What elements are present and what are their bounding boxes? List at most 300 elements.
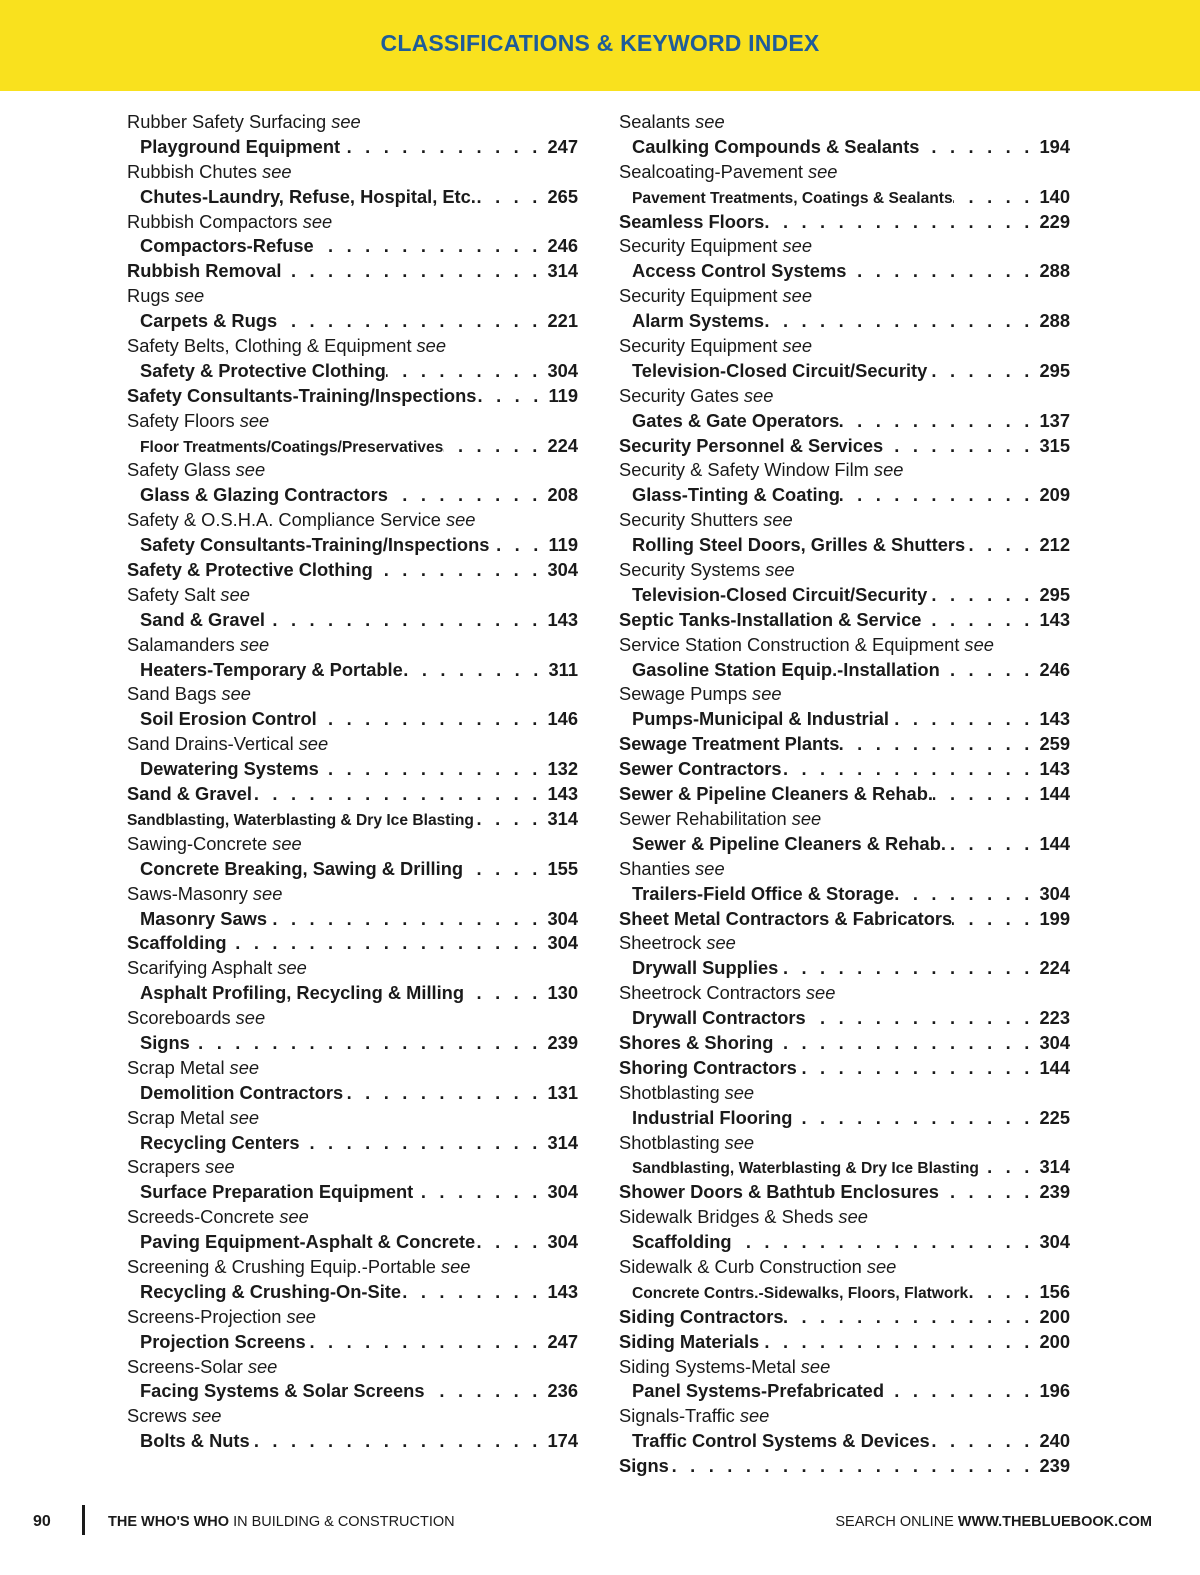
see-entry <box>127 1205 578 1230</box>
index-column-right <box>619 110 1070 1479</box>
see-entry <box>619 1355 1070 1380</box>
see-label: see <box>739 1405 770 1427</box>
classification-entry <box>619 210 1070 235</box>
see-label: see <box>220 583 250 605</box>
classification-entry <box>127 782 578 807</box>
classification-name: Signs <box>619 1455 669 1477</box>
keyword-text: Sawing-Concrete <box>127 832 268 854</box>
classification-reference <box>619 135 1070 160</box>
see-entry <box>127 956 578 981</box>
dot-leader <box>946 832 1040 857</box>
page-reference: 174 <box>547 1430 578 1452</box>
keyword-text: Sand Bags <box>127 683 217 705</box>
header-banner <box>0 0 1200 91</box>
see-label: see <box>706 932 736 954</box>
classification-name: Surface Preparation Equipment <box>140 1181 414 1203</box>
dot-leader <box>340 135 547 160</box>
classification-name: Heaters-Temporary & Portable <box>140 658 403 680</box>
publication-name <box>108 1514 455 1530</box>
classification-reference <box>619 1106 1070 1131</box>
dot-leader <box>965 533 1039 558</box>
see-entry <box>619 558 1070 583</box>
page-reference: 200 <box>1039 1330 1070 1352</box>
classification-name: Concrete Breaking, Sawing & Drilling <box>140 857 464 879</box>
see-entry <box>127 160 578 185</box>
keyword-text: Screens-Projection <box>127 1305 282 1327</box>
see-entry <box>127 1106 578 1131</box>
classification-name: Bolts & Nuts <box>140 1430 250 1452</box>
see-entry <box>127 1255 578 1280</box>
classification-name: Drywall Supplies <box>632 957 779 979</box>
classification-name: Sand & Gravel <box>127 783 252 805</box>
classification-name: Scaffolding <box>127 932 227 954</box>
classification-name: Masonry Saws <box>140 907 268 929</box>
publication-name-bold: THE WHO'S WHO <box>108 1514 230 1530</box>
keyword-text: Security Shutters <box>619 509 759 531</box>
page-number: 90 <box>33 1513 51 1530</box>
classification-name: Caulking Compounds & Sealants <box>632 135 920 157</box>
dot-leader <box>840 483 1040 508</box>
classification-reference <box>619 1006 1070 1031</box>
see-entry <box>619 1205 1070 1230</box>
classification-reference <box>619 956 1070 981</box>
classification-name: Chutes-Laundry, Refuse, Hospital, Etc. <box>140 185 476 207</box>
dot-leader <box>474 807 548 832</box>
page-reference: 259 <box>1039 733 1070 755</box>
dot-leader <box>933 782 1040 807</box>
page-reference: 295 <box>1039 359 1070 381</box>
classification-name: Asphalt Profiling, Recycling & Milling <box>140 982 465 1004</box>
classification-name: Pavement Treatments, Coatings & Sealants <box>632 189 953 207</box>
classification-entry <box>619 1330 1070 1355</box>
dot-leader <box>403 658 549 683</box>
see-label: see <box>229 1056 260 1078</box>
see-entry <box>127 508 578 533</box>
classification-name: Septic Tanks-Installation & Service <box>619 608 922 630</box>
page-reference: 224 <box>1039 957 1070 979</box>
page-reference: 200 <box>1039 1305 1070 1327</box>
dot-leader <box>250 1429 548 1454</box>
classification-name: Gasoline Station Equip.-Installation <box>632 658 940 680</box>
page-reference: 288 <box>1039 310 1070 332</box>
dot-leader <box>319 757 548 782</box>
see-label: see <box>191 1405 222 1427</box>
classification-name: Trailers-Field Office & Storage <box>632 882 895 904</box>
see-label: see <box>247 1355 278 1377</box>
keyword-text: Sheetrock <box>619 932 702 954</box>
classification-reference <box>619 359 1070 384</box>
classification-reference <box>127 135 578 160</box>
page-reference: 156 <box>1039 1280 1070 1302</box>
dot-leader <box>764 309 1039 334</box>
classification-reference <box>127 533 578 558</box>
dot-leader <box>300 1131 548 1156</box>
classification-entry <box>619 1056 1070 1081</box>
keyword-text: Screeds-Concrete <box>127 1206 275 1228</box>
classification-name: Dewatering Systems <box>140 758 319 780</box>
keyword-text: Sealants <box>619 111 691 132</box>
dot-leader <box>464 981 547 1006</box>
page-reference: 304 <box>547 559 578 581</box>
footer-divider <box>82 1505 85 1535</box>
see-label: see <box>805 982 836 1004</box>
see-label: see <box>416 335 447 357</box>
classification-reference <box>127 185 578 210</box>
classification-entry <box>127 259 578 284</box>
keyword-text: Screws <box>127 1405 187 1427</box>
see-entry <box>127 1305 578 1330</box>
see-label: see <box>279 1206 309 1228</box>
see-label: see <box>800 1355 831 1377</box>
keyword-text: Sheetrock Contractors <box>619 982 801 1004</box>
keyword-text: Sidewalk & Curb Construction <box>619 1255 862 1277</box>
see-entry <box>619 807 1070 832</box>
page-reference: 144 <box>1039 1056 1070 1078</box>
classification-reference <box>619 1379 1070 1404</box>
classification-reference <box>127 234 578 259</box>
page-reference: 315 <box>1039 434 1070 456</box>
keyword-text: Signals-Traffic <box>619 1405 735 1427</box>
page-reference: 304 <box>547 1231 578 1253</box>
dot-leader <box>806 1006 1040 1031</box>
dot-leader <box>889 707 1040 732</box>
classification-entry <box>619 907 1070 932</box>
page-reference: 247 <box>547 1330 578 1352</box>
dot-leader <box>373 558 548 583</box>
keyword-text: Screening & Crushing Equip.-Portable <box>127 1255 436 1277</box>
dot-leader <box>669 1454 1040 1479</box>
see-entry <box>619 633 1070 658</box>
see-label: see <box>239 633 270 655</box>
classification-reference <box>619 533 1070 558</box>
classification-name: Scaffolding <box>632 1231 732 1253</box>
classification-name: Glass & Glazing Contractors <box>140 484 388 506</box>
page-reference: 140 <box>1039 185 1070 207</box>
page-reference: 304 <box>1039 1031 1070 1053</box>
search-url-link[interactable]: WWW.THEBLUEBOOK.COM <box>957 1514 1152 1530</box>
page-reference: 288 <box>1039 260 1070 282</box>
classification-reference <box>127 1429 578 1454</box>
dot-leader <box>463 857 547 882</box>
dot-leader <box>773 1031 1039 1056</box>
classification-reference <box>127 907 578 932</box>
see-label: see <box>331 111 361 132</box>
search-label: SEARCH ONLINE <box>835 1514 958 1530</box>
dot-leader <box>475 1230 547 1255</box>
classification-name: Signs <box>140 1031 190 1053</box>
page-reference: 265 <box>547 185 578 207</box>
classification-name: Shoring Contractors <box>619 1056 797 1078</box>
dot-leader <box>317 707 548 732</box>
dot-leader <box>413 1180 547 1205</box>
page-reference: 224 <box>547 434 578 456</box>
dot-leader <box>388 483 548 508</box>
page-reference: 143 <box>547 1280 578 1302</box>
see-entry <box>619 508 1070 533</box>
see-label: see <box>743 384 774 406</box>
keyword-text: Scrap Metal <box>127 1106 225 1128</box>
page-reference: 314 <box>547 260 578 282</box>
page-reference: 229 <box>1039 210 1070 232</box>
classification-entry <box>619 434 1070 459</box>
classification-reference <box>127 309 578 334</box>
classification-reference <box>619 483 1070 508</box>
page-reference: 131 <box>547 1081 578 1103</box>
dot-leader <box>979 1155 1040 1180</box>
classification-entry <box>127 807 578 832</box>
page-reference: 240 <box>1039 1430 1070 1452</box>
see-label: see <box>724 1081 755 1103</box>
dot-leader <box>759 1330 1039 1355</box>
classification-reference <box>127 359 578 384</box>
see-entry <box>619 110 1070 135</box>
publication-name-rest: IN BUILDING & CONSTRUCTION <box>229 1514 455 1530</box>
see-label: see <box>695 111 725 132</box>
dot-leader <box>797 1056 1040 1081</box>
classification-name: Sewage Treatment Plants <box>619 733 840 755</box>
classification-reference <box>127 434 578 459</box>
classification-reference <box>619 309 1070 334</box>
page-reference: 144 <box>1039 783 1070 805</box>
page-reference: 212 <box>1039 534 1070 556</box>
dot-leader <box>919 135 1039 160</box>
page-reference: 239 <box>547 1031 578 1053</box>
see-label: see <box>229 1106 260 1128</box>
page-reference: 119 <box>548 534 578 556</box>
page-reference: 209 <box>1039 484 1070 506</box>
see-label: see <box>205 1156 235 1178</box>
page-reference: 119 <box>548 384 578 406</box>
see-entry <box>127 832 578 857</box>
see-entry <box>127 1056 578 1081</box>
classification-name: Access Control Systems <box>632 260 847 282</box>
see-label: see <box>239 409 270 431</box>
classification-reference <box>619 658 1070 683</box>
dot-leader <box>306 1330 548 1355</box>
search-online <box>835 1514 1152 1530</box>
keyword-text: Safety Salt <box>127 583 216 605</box>
classification-name: Safety & Protective Clothing <box>127 559 373 581</box>
dot-leader <box>952 907 1039 932</box>
keyword-text: Salamanders <box>127 633 235 655</box>
see-label: see <box>695 857 725 879</box>
dot-leader <box>281 259 547 284</box>
keyword-text: Security Systems <box>619 559 761 581</box>
dot-leader <box>314 234 548 259</box>
see-entry <box>619 384 1070 409</box>
keyword-text: Service Station Construction & Equipment <box>619 633 960 655</box>
classification-name: Security Personnel & Services <box>619 434 884 456</box>
keyword-text: Security Equipment <box>619 335 778 357</box>
classification-name: Shores & Shoring <box>619 1031 774 1053</box>
page-reference: 155 <box>547 857 578 879</box>
classification-name: Facing Systems & Solar Screens <box>140 1380 425 1402</box>
see-label: see <box>440 1255 471 1277</box>
dot-leader <box>277 309 547 334</box>
classification-name: Rubbish Removal <box>127 260 282 282</box>
see-entry <box>127 882 578 907</box>
see-entry <box>127 409 578 434</box>
keyword-text: Scarifying Asphalt <box>127 957 273 979</box>
page-reference: 144 <box>1039 832 1070 854</box>
see-entry <box>127 210 578 235</box>
see-label: see <box>235 459 266 481</box>
keyword-text: Security Equipment <box>619 235 778 257</box>
keyword-text: Sand Drains-Vertical <box>127 733 294 755</box>
see-entry <box>127 1404 578 1429</box>
dot-leader <box>489 533 548 558</box>
page-reference: 143 <box>1039 758 1070 780</box>
dot-leader <box>443 434 547 459</box>
dot-leader <box>894 882 1039 907</box>
classification-name: Safety Consultants-Training/Inspections <box>127 384 477 406</box>
see-entry <box>619 458 1070 483</box>
see-label: see <box>262 160 292 182</box>
classification-name: Sewer & Pipeline Cleaners & Rehab. <box>632 832 946 854</box>
classification-reference <box>127 658 578 683</box>
page-reference: 146 <box>547 708 578 730</box>
classification-reference <box>127 857 578 882</box>
see-label: see <box>807 160 838 182</box>
page-reference: 239 <box>1039 1455 1070 1477</box>
dot-leader <box>939 1180 1040 1205</box>
classification-reference <box>619 882 1070 907</box>
page-reference: 239 <box>1039 1181 1070 1203</box>
dot-leader <box>884 1379 1039 1404</box>
classification-reference <box>619 185 1070 210</box>
see-label: see <box>174 285 205 307</box>
see-entry <box>127 458 578 483</box>
classification-reference <box>619 832 1070 857</box>
see-entry <box>619 234 1070 259</box>
page-reference: 223 <box>1039 1007 1070 1029</box>
classification-reference <box>127 757 578 782</box>
keyword-text: Shanties <box>619 857 691 879</box>
classification-name: Drywall Contractors <box>632 1007 806 1029</box>
page-reference: 304 <box>547 932 578 954</box>
dot-leader <box>953 185 1040 210</box>
page-reference: 247 <box>547 135 578 157</box>
page-reference: 304 <box>1039 882 1070 904</box>
dot-leader <box>267 907 547 932</box>
see-entry <box>127 732 578 757</box>
see-label: see <box>782 235 812 257</box>
classification-reference <box>127 1131 578 1156</box>
keyword-text: Security Gates <box>619 384 739 406</box>
see-entry <box>127 284 578 309</box>
page-reference: 295 <box>1039 583 1070 605</box>
dot-leader <box>839 732 1039 757</box>
see-entry <box>127 1355 578 1380</box>
classification-name: Glass-Tinting & Coating <box>632 484 840 506</box>
classification-name: Sewer & Pipeline Cleaners & Rehab. <box>619 783 933 805</box>
classification-name: Siding Contractors <box>619 1305 784 1327</box>
classification-name: Television-Closed Circuit/Security <box>632 583 928 605</box>
page-reference: 314 <box>1039 1156 1070 1178</box>
classification-reference <box>127 1230 578 1255</box>
page-reference: 304 <box>547 1181 578 1203</box>
dot-leader <box>927 359 1039 384</box>
see-entry <box>619 160 1070 185</box>
see-entry <box>619 1081 1070 1106</box>
keyword-text: Saws-Masonry <box>127 882 248 904</box>
see-entry <box>127 583 578 608</box>
classification-name: Sheet Metal Contractors & Fabricators <box>619 907 953 929</box>
keyword-text: Screens-Solar <box>127 1355 243 1377</box>
classification-name: Rolling Steel Doors, Grilles & Shutters <box>632 534 966 556</box>
see-entry <box>619 284 1070 309</box>
see-label: see <box>272 832 302 854</box>
see-entry <box>619 981 1070 1006</box>
keyword-text: Shotblasting <box>619 1131 720 1153</box>
classification-name: Alarm Systems <box>632 310 765 332</box>
dot-leader <box>846 259 1039 284</box>
see-entry <box>619 682 1070 707</box>
see-entry <box>619 1131 1070 1156</box>
page-title: CLASSIFICATIONS & KEYWORD INDEX <box>380 30 820 56</box>
see-entry <box>619 1404 1070 1429</box>
classification-name: Panel Systems-Prefabricated <box>632 1380 884 1402</box>
page-reference: 143 <box>547 783 578 805</box>
classification-entry <box>619 782 1070 807</box>
classification-reference <box>619 1429 1070 1454</box>
dot-leader <box>782 757 1040 782</box>
classification-name: Industrial Flooring <box>632 1106 793 1128</box>
classification-name: Concrete Contrs.-Sidewalks, Floors, Flatwork <box>632 1284 969 1302</box>
page-reference: 314 <box>547 1131 578 1153</box>
index-column-left <box>127 110 578 1454</box>
dot-leader <box>968 1280 1039 1305</box>
see-label: see <box>866 1255 897 1277</box>
classification-name: Carpets & Rugs <box>140 310 278 332</box>
keyword-text: Safety & O.S.H.A. Compliance Service <box>127 509 441 531</box>
classification-reference <box>619 259 1070 284</box>
dot-leader <box>732 1230 1040 1255</box>
classification-reference <box>619 1280 1070 1305</box>
see-label: see <box>302 210 333 232</box>
dot-leader <box>921 608 1039 633</box>
keyword-text: Rubbish Compactors <box>127 210 298 232</box>
page-reference: 246 <box>1039 658 1070 680</box>
classification-reference <box>127 608 578 633</box>
dot-leader <box>792 1106 1039 1131</box>
see-label: see <box>724 1131 755 1153</box>
keyword-text: Sidewalk Bridges & Sheds <box>619 1206 834 1228</box>
classification-entry <box>127 558 578 583</box>
page-reference: 314 <box>547 807 578 829</box>
classification-name: Traffic Control Systems & Devices <box>632 1430 930 1452</box>
keyword-text: Security Equipment <box>619 285 778 307</box>
see-label: see <box>763 509 793 531</box>
keyword-text: Safety Belts, Clothing & Equipment <box>127 335 412 357</box>
classification-entry <box>127 384 578 409</box>
see-label: see <box>445 509 476 531</box>
keyword-text: Shotblasting <box>619 1081 720 1103</box>
classification-name: Compactors-Refuse <box>140 235 314 257</box>
classification-name: Pumps-Municipal & Industrial <box>632 708 889 730</box>
keyword-text: Scrapers <box>127 1156 201 1178</box>
classification-reference <box>619 1230 1070 1255</box>
classification-entry <box>619 608 1070 633</box>
classification-reference <box>127 483 578 508</box>
dot-leader <box>265 608 548 633</box>
classification-name: Sandblasting, Waterblasting & Dry Ice Blasting <box>127 811 474 829</box>
classification-name: Siding Materials <box>619 1330 760 1352</box>
page-reference: 143 <box>1039 608 1070 630</box>
dot-leader <box>190 1031 548 1056</box>
see-entry <box>127 334 578 359</box>
classification-entry <box>619 1454 1070 1479</box>
